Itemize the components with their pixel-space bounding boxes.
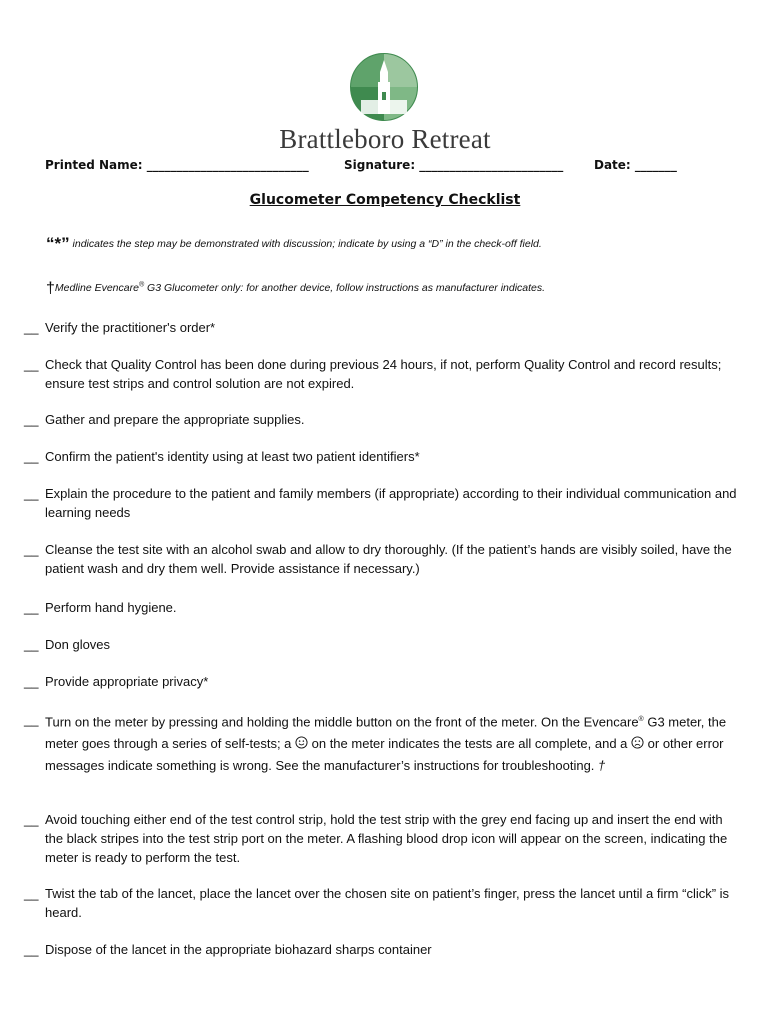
device-note bbox=[46, 280, 545, 298]
device-name: Medline Evencare bbox=[54, 282, 139, 294]
checklist-item-text: Dispose of the lancet in the appropriate biohazard sharps container bbox=[45, 942, 432, 957]
asterisk-note bbox=[46, 234, 542, 254]
checklist-item-text: Avoid touching either end of the test control strip, hold the test strip with the grey end facing up and insert the end with the black stripes into the test strip port on the meter. A flashing blood drop icon will appear on the screen, indicating the meter is ready to perform the test. bbox=[45, 812, 728, 865]
frowning-face-icon bbox=[631, 736, 644, 749]
checklist-item-text: Cleanse the test site with an alcohol swab and allow to dry thoroughly. (If the patient’s hands are visibly soiled, have the patient wash and dry them well. Provide assistance if necessary.) bbox=[45, 542, 732, 576]
checklist-item bbox=[24, 484, 744, 522]
checklist-item bbox=[24, 884, 744, 922]
asterisk-symbol: “*” bbox=[46, 234, 70, 253]
check-off-blank: __ bbox=[24, 712, 39, 727]
checklist-item bbox=[24, 598, 744, 617]
registered-mark: ® bbox=[138, 281, 145, 289]
checklist-item bbox=[24, 810, 744, 867]
date-field: Date: _______ bbox=[594, 158, 677, 172]
organization-name: Brattleboro Retreat bbox=[279, 124, 491, 154]
checklist-item bbox=[24, 447, 744, 466]
check-off-blank: __ bbox=[24, 812, 39, 827]
checklist-item bbox=[24, 672, 744, 691]
checklist-item-text: Twist the tab of the lancet, place the lancet over the chosen site on patient’s finger, press the lancet until a firm “click” is heard. bbox=[45, 886, 730, 920]
page-title: Glucometer Competency Checklist bbox=[249, 192, 521, 208]
checklist-item bbox=[24, 635, 744, 654]
checklist-item-text: Explain the procedure to the patient and family members (if appropriate) according to their individual communication and learning needs bbox=[45, 486, 737, 520]
check-off-blank: __ bbox=[24, 486, 39, 501]
checklist-item bbox=[24, 355, 744, 393]
check-off-blank: __ bbox=[24, 542, 39, 557]
check-off-blank: __ bbox=[24, 449, 39, 464]
checklist-item-text: Perform hand hygiene. bbox=[45, 600, 177, 615]
printed-name-field: Printed Name: ___________________________ bbox=[45, 158, 309, 172]
check-off-blank: __ bbox=[24, 942, 39, 957]
checklist-item bbox=[24, 410, 744, 429]
checklist-item-text: Check that Quality Control has been done during previous 24 hours, if not, perform Quality Control and record results; ensure test strips and control solution are not expired. bbox=[45, 357, 722, 391]
check-off-blank: __ bbox=[24, 600, 39, 615]
checklist-item-text: Provide appropriate privacy* bbox=[45, 674, 209, 689]
checklist-item-text: Turn on the meter by pressing and holding the middle button on the front of the meter. On the Evencare® G3 meter, the meter goes through a series of self-tests; a on the meter indicates the tests are all complete, and a or other error messages indicate something is wrong. See the manufacturer’s instructions for troubleshooting. † bbox=[45, 714, 727, 774]
dagger-symbol: † bbox=[46, 280, 55, 297]
check-off-blank: __ bbox=[24, 412, 39, 427]
checklist-item-text: Gather and prepare the appropriate supplies. bbox=[45, 412, 305, 427]
check-off-blank: __ bbox=[24, 357, 39, 372]
check-off-blank: __ bbox=[24, 886, 39, 901]
device-note-text: G3 Glucometer only: for another device, follow instructions as manufacturer indicates. bbox=[144, 282, 546, 294]
checklist-item-meter bbox=[24, 709, 744, 777]
checklist-item bbox=[24, 318, 744, 337]
smiley-face-icon bbox=[295, 736, 308, 749]
checklist-item-text: Confirm the patient's identity using at least two patient identifiers* bbox=[45, 449, 420, 464]
check-off-blank: __ bbox=[24, 674, 39, 689]
check-off-blank: __ bbox=[24, 637, 39, 652]
checklist-item-text: Verify the practitioner's order* bbox=[45, 320, 216, 335]
brattleboro-retreat-logo bbox=[349, 52, 419, 122]
signature-field: Signature: ________________________ bbox=[344, 158, 564, 172]
checklist-item bbox=[24, 940, 744, 959]
dagger-symbol: † bbox=[598, 758, 606, 774]
checklist-item bbox=[24, 540, 744, 578]
registered-mark: ® bbox=[638, 716, 644, 723]
asterisk-note-text: indicates the step may be demonstrated with discussion; indicate by using a “D” in the check-off field. bbox=[69, 238, 542, 250]
checklist-item-text: Don gloves bbox=[45, 637, 111, 652]
check-off-blank: __ bbox=[24, 320, 39, 335]
